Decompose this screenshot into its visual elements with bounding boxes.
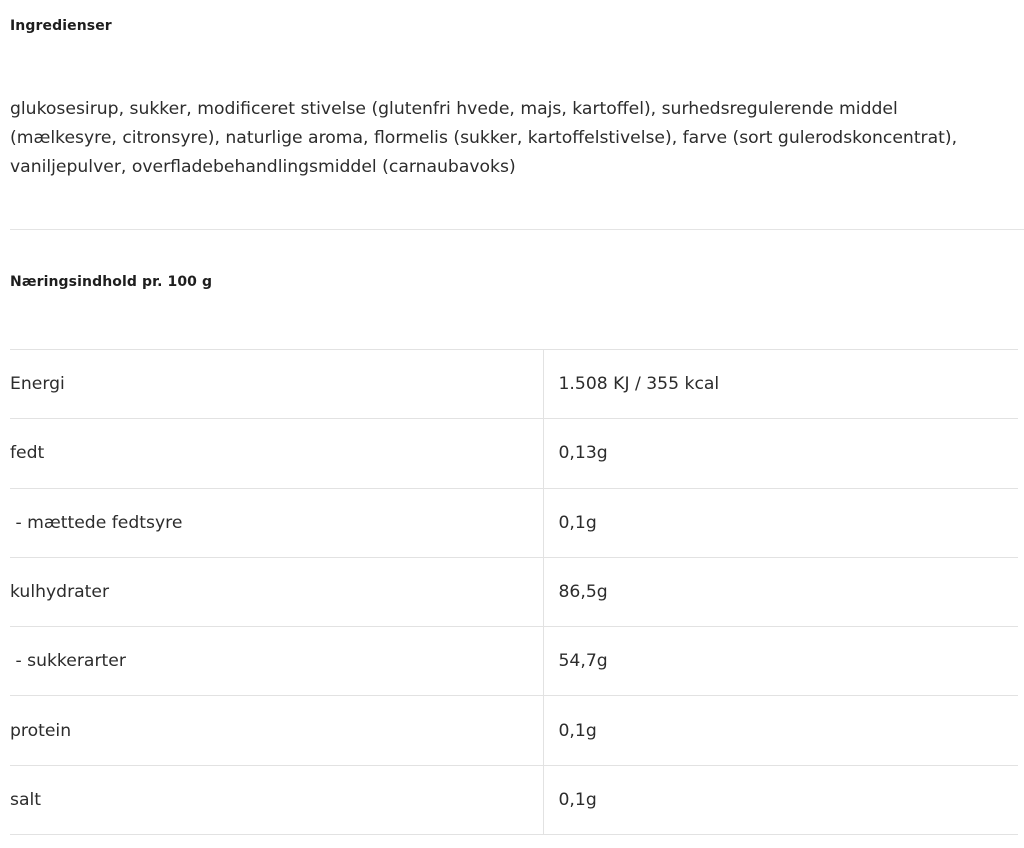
ingredients-heading: Ingredienser: [10, 18, 112, 34]
nutrition-table: [10, 349, 1018, 835]
ingredients-text: glukosesirup, sukker, modificeret stivelse (glutenfri hvede, majs, kartoffel), surhedsregulerende middel (mælkesyre, citronsyre), naturlige aroma, flormelis (sukker, kartoffelstivelse), farve (sort gulerodskoncentrat), vaniljepulver, overfladebehandlingsmiddel (carnaubavoks): [10, 99, 958, 177]
nutrient-name: fedt: [10, 419, 543, 488]
table-row: [10, 488, 1018, 557]
nutrient-name: kulhydrater: [10, 557, 543, 626]
nutrition-heading: Næringsindhold pr. 100 g: [10, 274, 213, 290]
table-row: [10, 765, 1018, 834]
table-row: [10, 419, 1018, 488]
nutrient-name: - sukkerarter: [10, 627, 543, 696]
table-row: [10, 627, 1018, 696]
nutrient-name: - mættede fedtsyre: [10, 488, 543, 557]
table-row: [10, 350, 1018, 419]
nutrient-value: 0,1g: [558, 720, 597, 741]
nutrient-name: protein: [10, 696, 543, 765]
nutrient-value: 0,1g: [558, 512, 597, 533]
nutrient-value: 1.508 KJ / 355 kcal: [558, 374, 720, 395]
nutrient-value: 0,13g: [558, 443, 608, 464]
nutrient-value: 0,1g: [558, 789, 597, 810]
section-divider: [10, 229, 1024, 230]
table-row: [10, 696, 1018, 765]
nutrient-name: salt: [10, 765, 543, 834]
table-row: [10, 557, 1018, 626]
nutrient-value: 54,7g: [558, 651, 608, 672]
nutrient-value: 86,5g: [558, 582, 608, 603]
nutrient-name: Energi: [10, 350, 543, 419]
